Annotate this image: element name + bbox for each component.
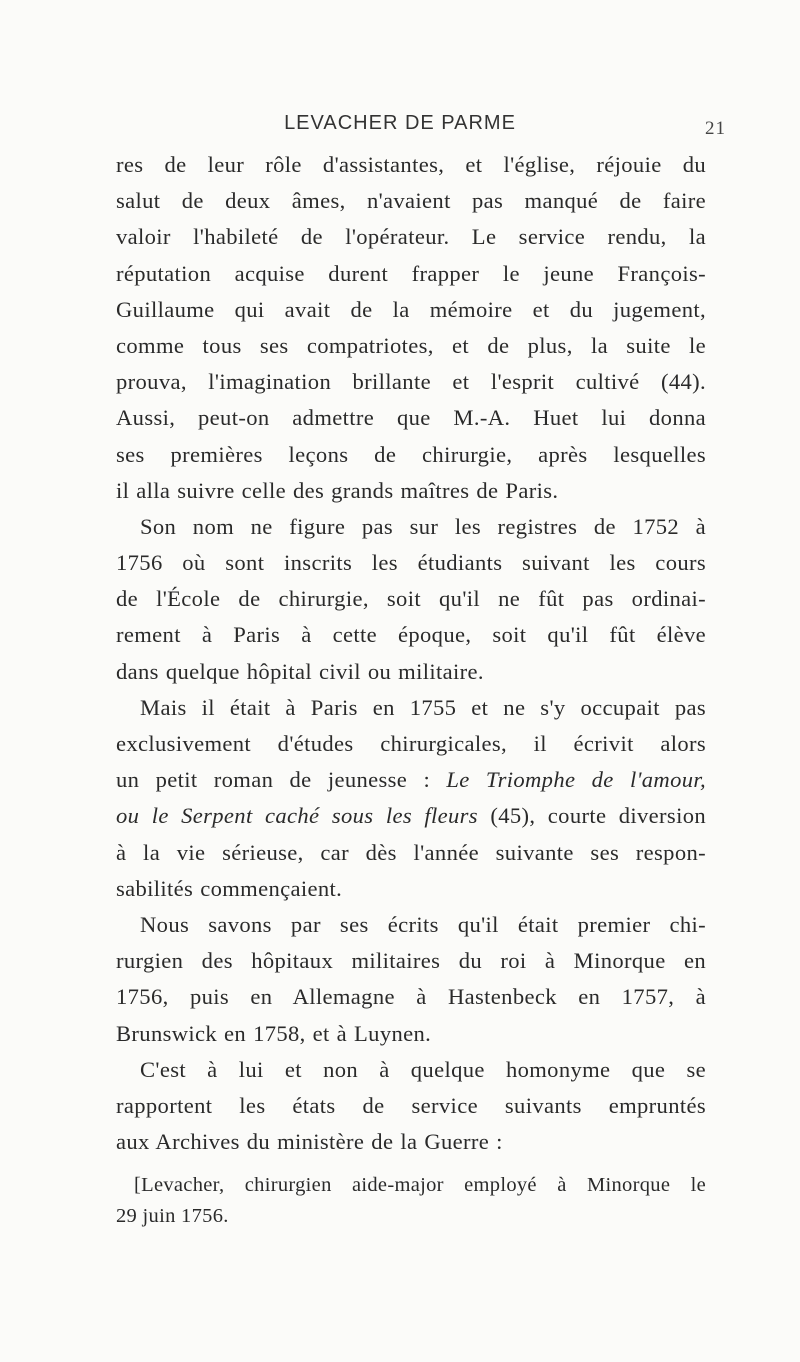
book-subtitle-italic: ou le Serpent caché sous les fleurs [116,803,478,829]
text-line: réputation acquise durent frapper le jeune François- [116,260,706,286]
text-line: Son nom ne figure pas sur les registres de 1752 à [140,513,706,539]
book-title-italic: Le Triomphe de l'amour, [446,767,706,793]
paragraph-4 [116,907,706,1052]
paragraph-5 [116,1052,706,1161]
text-line: de l'École de chirurgie, soit qu'il ne fût pas ordinai- [116,586,706,612]
text-line: exclusivement d'études chirurgicales, il écrivit alors [116,731,706,756]
quote-line: [Levacher, chirurgien aide-major employé à Minorque le [134,1174,706,1197]
text-line: 1756, puis en Allemagne à Hastenbeck en 1757, à [116,984,706,1010]
text-line: sabilités commençaient. [116,875,343,901]
text-line: rement à Paris à cette époque, soit qu'il fût élève [116,622,706,648]
text-line: rurgien des hôpitaux militaires du roi à Minorque en [116,948,706,974]
text-line: C'est à lui et non à quelque homonyme que se [140,1056,706,1082]
text-line [116,798,706,834]
text-line: à la vie sérieuse, car dès l'année suivante ses respon- [116,839,706,865]
body-text [116,147,706,1232]
text-line: valoir l'habileté de l'opérateur. Le service rendu, la [116,224,706,250]
archive-quote [116,1170,706,1232]
text-line: Aussi, peut-on admettre que M.-A. Huet lui donna [116,405,706,431]
paragraph-3 [116,690,706,907]
text-line: aux Archives du ministère de la Guerre : [116,1129,503,1155]
page-number: 21 [705,118,726,139]
text-line: Nous savons par ses écrits qu'il était premier chi- [140,911,706,937]
spacer [116,1160,706,1170]
text-line: ses premières leçons de chirurgie, après lesquelles [116,441,706,467]
text-line: Mais il était à Paris en 1755 et ne s'y occupait pas [140,694,706,720]
text-line: rapportent les états de service suivants empruntés [116,1092,706,1118]
text-line: Brunswick en 1758, et à Luynen. [116,1020,432,1046]
text-line: salut de deux âmes, n'avaient pas manqué de faire [116,188,706,214]
paragraph-2 [116,509,706,690]
text-line: prouva, l'imagination brillante et l'esprit cultivé (44). [116,369,706,395]
running-head: LEVACHER DE PARME [284,112,516,134]
text-line: Guillaume qui avait de la mémoire et du jugement, [116,296,706,322]
text-line: 1756 où sont inscrits les étudiants suivant les cours [116,550,706,576]
paragraph-1 [116,147,706,509]
text-line: dans quelque hôpital civil ou militaire. [116,658,484,684]
text-line: comme tous ses compatriotes, et de plus, la suite le [116,332,706,358]
text-run: un petit roman de jeunesse : [116,767,447,793]
text-line: res de leur rôle d'assistantes, et l'église, réjouie du [116,152,706,177]
quote-line: 29 juin 1756. [116,1205,229,1228]
text-run: (45), courte diversion [477,803,706,829]
text-line: il alla suivre celle des grands maîtres de Paris. [116,477,559,503]
text-line [116,762,706,798]
